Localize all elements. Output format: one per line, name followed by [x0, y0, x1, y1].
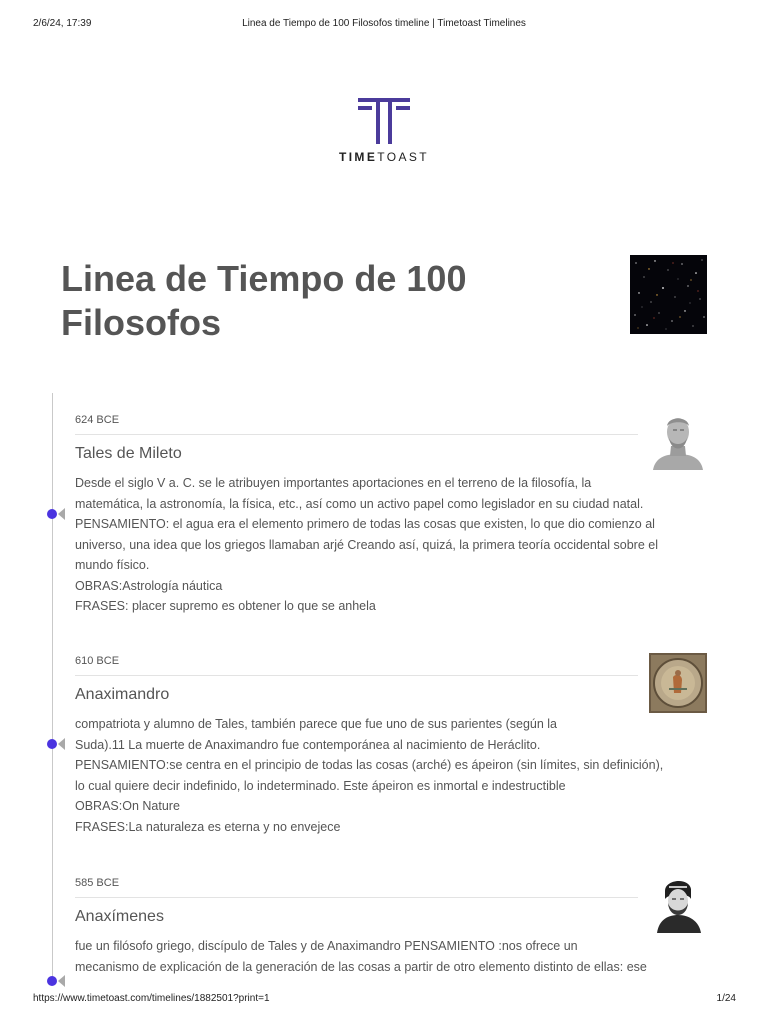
description-line: PENSAMIENTO: el agua era el elemento primero de todas las cosas que existen, lo que dio comienzo al: [75, 517, 655, 531]
timeline-marker-dot: [46, 508, 68, 520]
description-line: mecanismo de explicación de la generación de las cosas a partir de otro elemento distinto de ellas: ese: [75, 959, 647, 974]
event-date: 610 BCE: [75, 655, 120, 667]
event-divider: [75, 434, 638, 435]
event-date: 624 BCE: [75, 414, 120, 426]
timeline-marker-dot: [46, 975, 68, 987]
description-line: OBRAS:Astrología náutica: [75, 578, 223, 593]
timeline-cover-image: [630, 255, 707, 334]
timeline-event[interactable]: [75, 655, 715, 837]
anaximenes-engraving-image[interactable]: [649, 875, 707, 933]
timetoast-logo[interactable]: [334, 98, 434, 164]
event-title: Anaximandro: [75, 686, 170, 703]
description-line: Suda).11 La muerte de Anaximandro fue contemporánea al nacimiento de Heráclito.: [75, 737, 541, 752]
anaximandro-mosaic-image[interactable]: [649, 653, 707, 713]
print-date: 2/6/24, 17:39: [33, 18, 92, 29]
description-line: FRASES:La naturaleza es eterna y no envejece: [75, 819, 341, 834]
timetoast-logo-icon: [358, 98, 410, 144]
print-url[interactable]: https://www.timetoast.com/timelines/1882501?print=1: [33, 993, 270, 1004]
event-title: Tales de Mileto: [75, 445, 182, 462]
page-title: Linea de Tiempo de 100 Filosofos: [61, 258, 467, 343]
timeline-event[interactable]: [75, 414, 715, 617]
description-line: fue un filósofo griego, discípulo de Tales y de Anaximandro PENSAMIENTO :nos ofrece un: [75, 939, 578, 953]
event-description: [75, 714, 700, 837]
page-number: 1/24: [716, 993, 736, 1004]
description-line: lo cual quiere decir indefinido, lo indeterminado. Este ápeiron es inmortal e indestructible: [75, 778, 566, 793]
event-description: [75, 473, 700, 617]
description-line: compatriota y alumno de Tales, también parece que fue uno de sus parientes (según la: [75, 717, 558, 731]
event-title: Anaxímenes: [75, 908, 164, 925]
description-line: PENSAMIENTO:se centra en el principio de todas las cosas (arché) es ápeiron (sin límites, sin definición),: [75, 758, 664, 772]
event-description: [75, 936, 700, 977]
description-line: universo, una idea que los griegos llamaban arjé Creando así, quizá, la primera teoría occidental sobre el: [75, 537, 658, 552]
description-line: OBRAS:On Nature: [75, 799, 180, 813]
event-divider: [75, 897, 638, 898]
event-divider: [75, 675, 638, 676]
tales-bust-image[interactable]: [649, 412, 707, 470]
timeline-event[interactable]: [75, 877, 715, 977]
timeline-axis: [52, 393, 53, 983]
description-line: FRASES: placer supremo es obtener lo que se anhela: [75, 599, 376, 613]
timeline-marker-dot: [46, 738, 68, 750]
print-document-title: Linea de Tiempo de 100 Filosofos timeline | Timetoast Timelines: [242, 18, 526, 29]
timetoast-wordmark: TIMETOAST: [338, 150, 430, 164]
description-line: Desde el siglo V a. C. se le atribuyen importantes aportaciones en el terreno de la filosofía, la: [75, 476, 592, 490]
description-line: matemática, la astronomía, la física, etc., así como un activo papel como legislador en su ciudad natal.: [75, 496, 644, 511]
event-date: 585 BCE: [75, 877, 120, 889]
description-line: mundo físico.: [75, 558, 150, 572]
